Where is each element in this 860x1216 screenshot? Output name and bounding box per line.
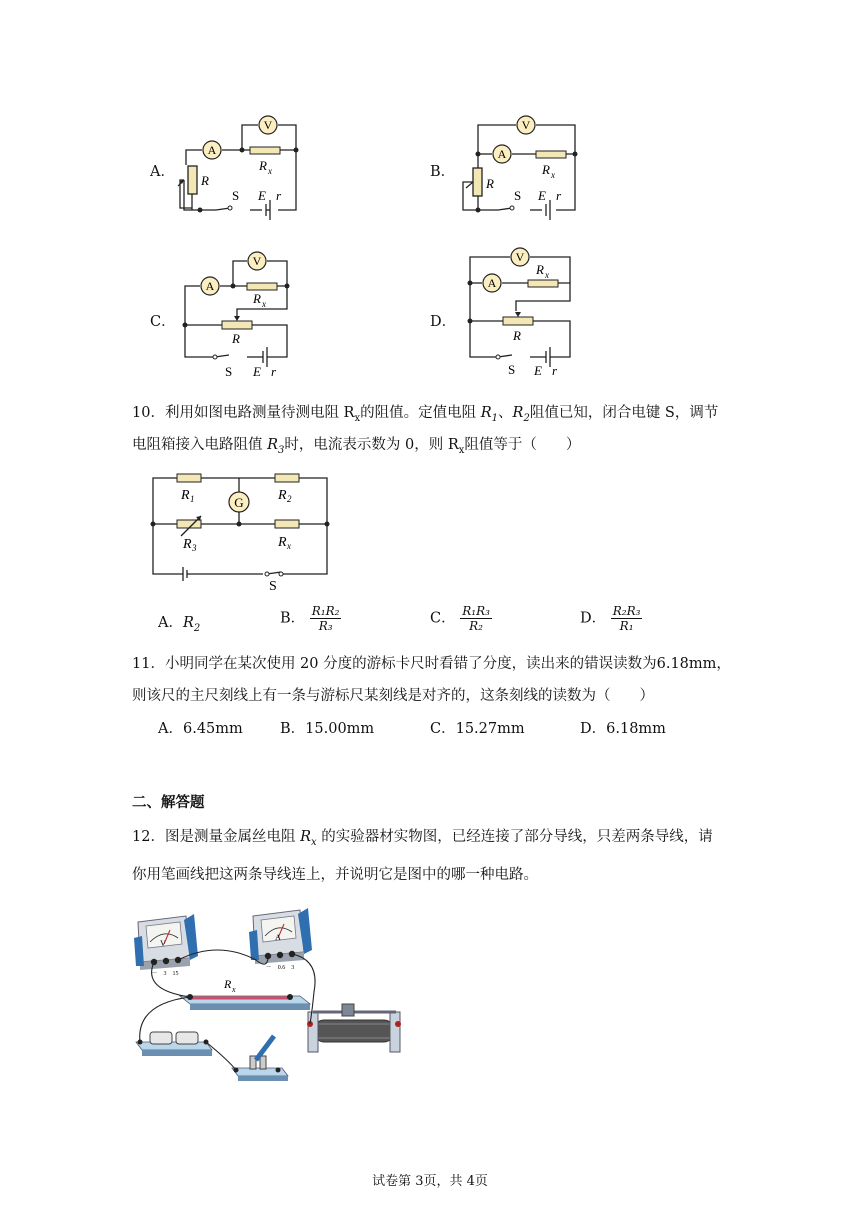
internal-r-label: r [556, 188, 562, 203]
internal-r-label: r [552, 363, 558, 378]
rx-label: R [253, 291, 261, 306]
q12-line-1: 12．图是测量金属丝电阻 $R_x$ 的实验器材实物图，已经连接了部分导线，只差两条导线，请 [132, 829, 713, 848]
svg-text:－ 3 15: － 3 15 [151, 971, 179, 977]
rheostat-device [307, 1004, 401, 1052]
emf-label: E [534, 363, 542, 378]
ammeter-symbol: A [205, 279, 215, 293]
svg-text:x: x [287, 541, 291, 551]
switch-label: S [232, 188, 240, 203]
fraction: $\frac{\text{R₁R₂}}{\text{R₃}}$ [311, 604, 340, 633]
q11-option-c[interactable]: C．15.27mm [430, 721, 525, 737]
rx-label: R [259, 158, 267, 173]
option-b-label: B． [430, 164, 456, 180]
circuit-diagram-c [175, 245, 305, 380]
ammeter-symbol: A [207, 143, 217, 157]
emf-label: E [258, 188, 266, 203]
voltmeter-symbol: V [252, 254, 262, 268]
emf-label: E [538, 188, 546, 203]
ammeter-symbol: A [487, 276, 497, 290]
svg-text:2: 2 [287, 494, 292, 504]
q11-line-1: 11．小明同学在某次使用 20 分度的游标卡尺时看错了分度，读出来的错误读数为6.18mm， [132, 656, 731, 672]
svg-text:1: 1 [190, 494, 195, 504]
q10-option-a[interactable]: A．$R_2$ [158, 615, 201, 634]
rx-subscript: x [545, 270, 549, 280]
q11-option-a[interactable]: A．6.45mm [158, 721, 243, 737]
rx-subscript: x [268, 166, 272, 176]
switch-label: S [269, 579, 277, 594]
svg-text:－ 0.6 3: － 0.6 3 [265, 965, 295, 971]
switch-device [232, 1036, 288, 1081]
r1-label: R [181, 488, 190, 503]
q10-option-d[interactable]: D． $\frac{\text{R₂R₃}}{\text{R₁}}$ [580, 604, 641, 633]
svg-text:x: x [232, 985, 236, 994]
rx-subscript: x [551, 170, 555, 180]
switch-label: S [508, 362, 516, 377]
fraction: $\frac{\text{R₂R₃}}{\text{R₁}}$ [612, 604, 641, 633]
svg-text:A: A [275, 933, 281, 942]
wheatstone-bridge-diagram [145, 466, 340, 596]
internal-r-label: r [276, 188, 282, 203]
voltmeter-device [134, 914, 198, 977]
circuit-diagram-a [170, 112, 310, 222]
rheostat-label: R [513, 328, 521, 343]
internal-r-label: r [271, 364, 277, 379]
q10-option-c[interactable]: C． $\frac{\text{R₁R₃}}{\text{R₂}}$ [430, 604, 490, 633]
svg-text:V: V [160, 939, 166, 948]
rheostat-label: R [486, 176, 494, 191]
circuit-diagram-d [460, 243, 585, 380]
q10-line-1: 10．利用如图电路测量待测电阻 $R_x$的阻值。定值电阻 $R_1$、$R_2$阻值已知，闭合电键 S，调节 [132, 405, 719, 424]
page-footer: 试卷第 3页，共 4页 [372, 1174, 488, 1189]
section-heading: 二、解答题 [132, 794, 205, 811]
rx-label: R [542, 162, 550, 177]
resistance-wire-board [180, 977, 310, 1010]
switch-label: S [514, 188, 522, 203]
apparatus-diagram [128, 900, 418, 1090]
voltmeter-symbol: V [263, 118, 273, 132]
switch-label: S [225, 364, 233, 379]
rheostat-label: R [232, 331, 240, 346]
fraction: $\frac{\text{R₁R₃}}{\text{R₂}}$ [462, 604, 490, 633]
option-a-label: A． [150, 164, 175, 180]
r3-label: R [183, 537, 192, 552]
voltmeter-symbol: V [521, 118, 531, 132]
ammeter-symbol: A [497, 147, 507, 161]
q10-option-b[interactable]: B． $\frac{\text{R₁R₂}}{\text{R₃}}$ [280, 604, 340, 633]
svg-text:R: R [224, 977, 232, 991]
option-c-label: C． [150, 314, 176, 330]
rheostat-label: R [201, 173, 209, 188]
q12-line-2: 你用笔画线把这两条导线连上，并说明它是图中的哪一种电路。 [132, 867, 538, 883]
emf-label: E [253, 364, 261, 379]
galvanometer-symbol: G [234, 495, 244, 510]
q10-line-2: 电阻箱接入电路阻值 $R_3$时，电流表示数为 0，则 $R_x$阻值等于（ ） [132, 437, 581, 456]
svg-text:3: 3 [192, 543, 197, 553]
rx-label: R [536, 262, 544, 277]
q11-line-2: 则该尺的主尺刻线上有一条与游标尺某刻线是对齐的，这条刻线的读数为（ ） [132, 688, 654, 704]
rx-label: R [278, 535, 287, 550]
option-d-label: D． [430, 314, 457, 330]
battery-box [136, 1032, 212, 1056]
rx-subscript: x [262, 299, 266, 309]
circuit-diagram-b [450, 112, 590, 222]
q11-option-b[interactable]: B．15.00mm [280, 721, 375, 737]
voltmeter-symbol: V [515, 250, 525, 264]
r2-label: R [278, 488, 287, 503]
q11-option-d[interactable]: D．6.18mm [580, 721, 666, 737]
